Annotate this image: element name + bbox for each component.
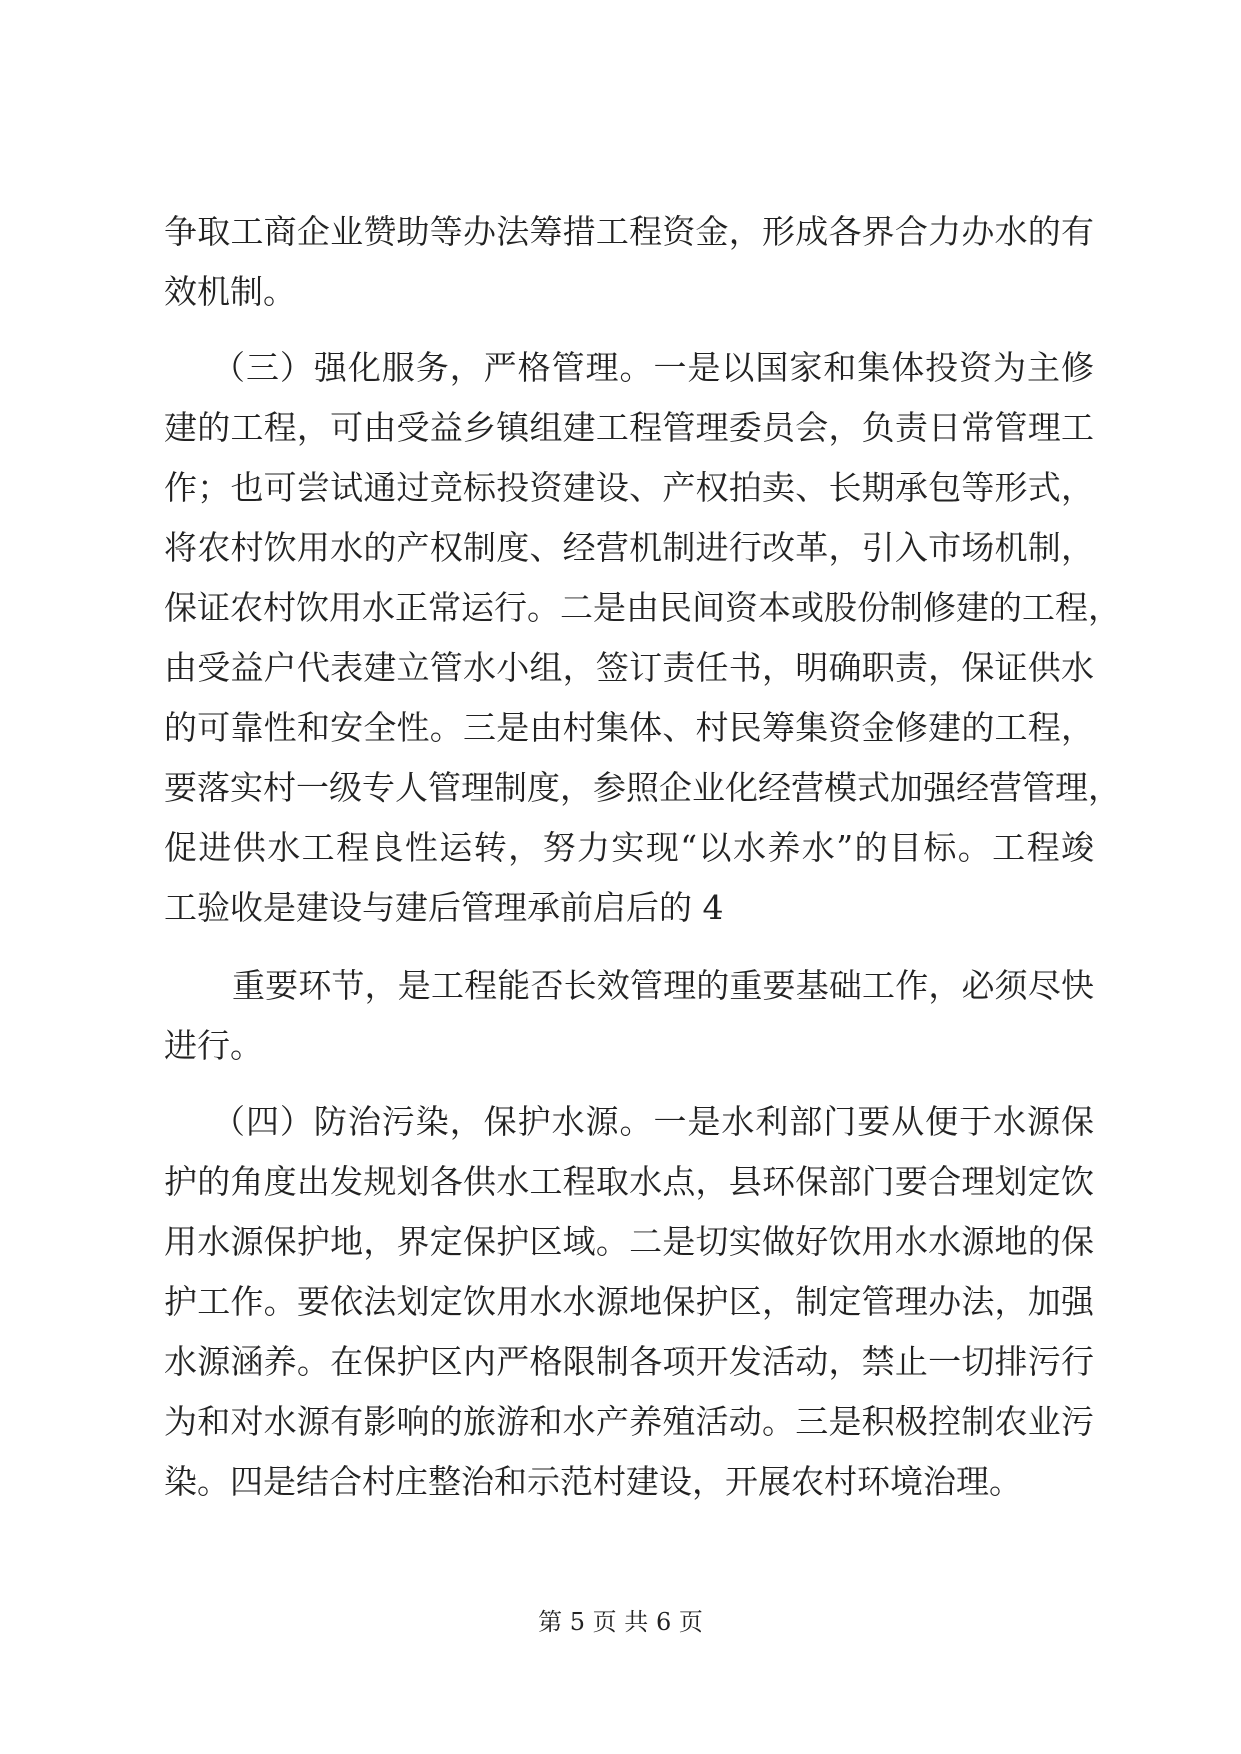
text-line: 要落实村一级专人管理制度，参照企业化经营模式加强经营管理， (164, 768, 1121, 807)
page-number-footer: 第 5 页 共 6 页 (538, 1608, 703, 1636)
text-line: 效机制。 (164, 272, 296, 311)
text-line: 进行。 (164, 1026, 263, 1065)
text-line: 护工作。要依法划定饮用水水源地保护区，制定管理办法，加强 (164, 1282, 1094, 1321)
section-heading-line: （四）防治污染，保护水源。一是水利部门要从便于水源保 (212, 1102, 1094, 1141)
text-line: 工验收是建设与建后管理承前启后的 4 (164, 888, 724, 927)
text-line: 由受益户代表建立管水小组，签订责任书，明确职责，保证供水 (164, 648, 1094, 687)
text-line: 争取工商企业赞助等办法筹措工程资金，形成各界合力办水的有 (164, 212, 1094, 251)
text-line: 作；也可尝试通过竞标投资建设、产权拍卖、长期承包等形式， (164, 468, 1094, 507)
text-line: 的可靠性和安全性。三是由村集体、村民筹集资金修建的工程， (164, 708, 1094, 747)
text-line: 护的角度出发规划各供水工程取水点，县环保部门要合理划定饮 (164, 1162, 1094, 1201)
text-line: 为和对水源有影响的旅游和水产养殖活动。三是积极控制农业污 (164, 1402, 1094, 1441)
text-line: 水源涵养。在保护区内严格限制各项开发活动，禁止一切排污行 (164, 1342, 1094, 1381)
text-line: 促进供水工程良性运转，努力实现“以水养水”的目标。工程竣 (164, 828, 1094, 867)
text-line: 用水源保护地，界定保护区域。二是切实做好饮用水水源地的保 (164, 1222, 1094, 1261)
section-heading-line: （三）强化服务，严格管理。一是以国家和集体投资为主修 (212, 348, 1094, 387)
text-line: 重要环节，是工程能否长效管理的重要基础工作，必须尽快 (232, 966, 1094, 1005)
text-line: 将农村饮用水的产权制度、经营机制进行改革，引入市场机制， (164, 528, 1094, 567)
text-line: 保证农村饮用水正常运行。二是由民间资本或股份制修建的工程， (164, 588, 1121, 627)
text-line: 染。四是结合村庄整治和示范村建设，开展农村环境治理。 (164, 1462, 1022, 1501)
text-line: 建的工程，可由受益乡镇组建工程管理委员会，负责日常管理工 (164, 408, 1094, 447)
